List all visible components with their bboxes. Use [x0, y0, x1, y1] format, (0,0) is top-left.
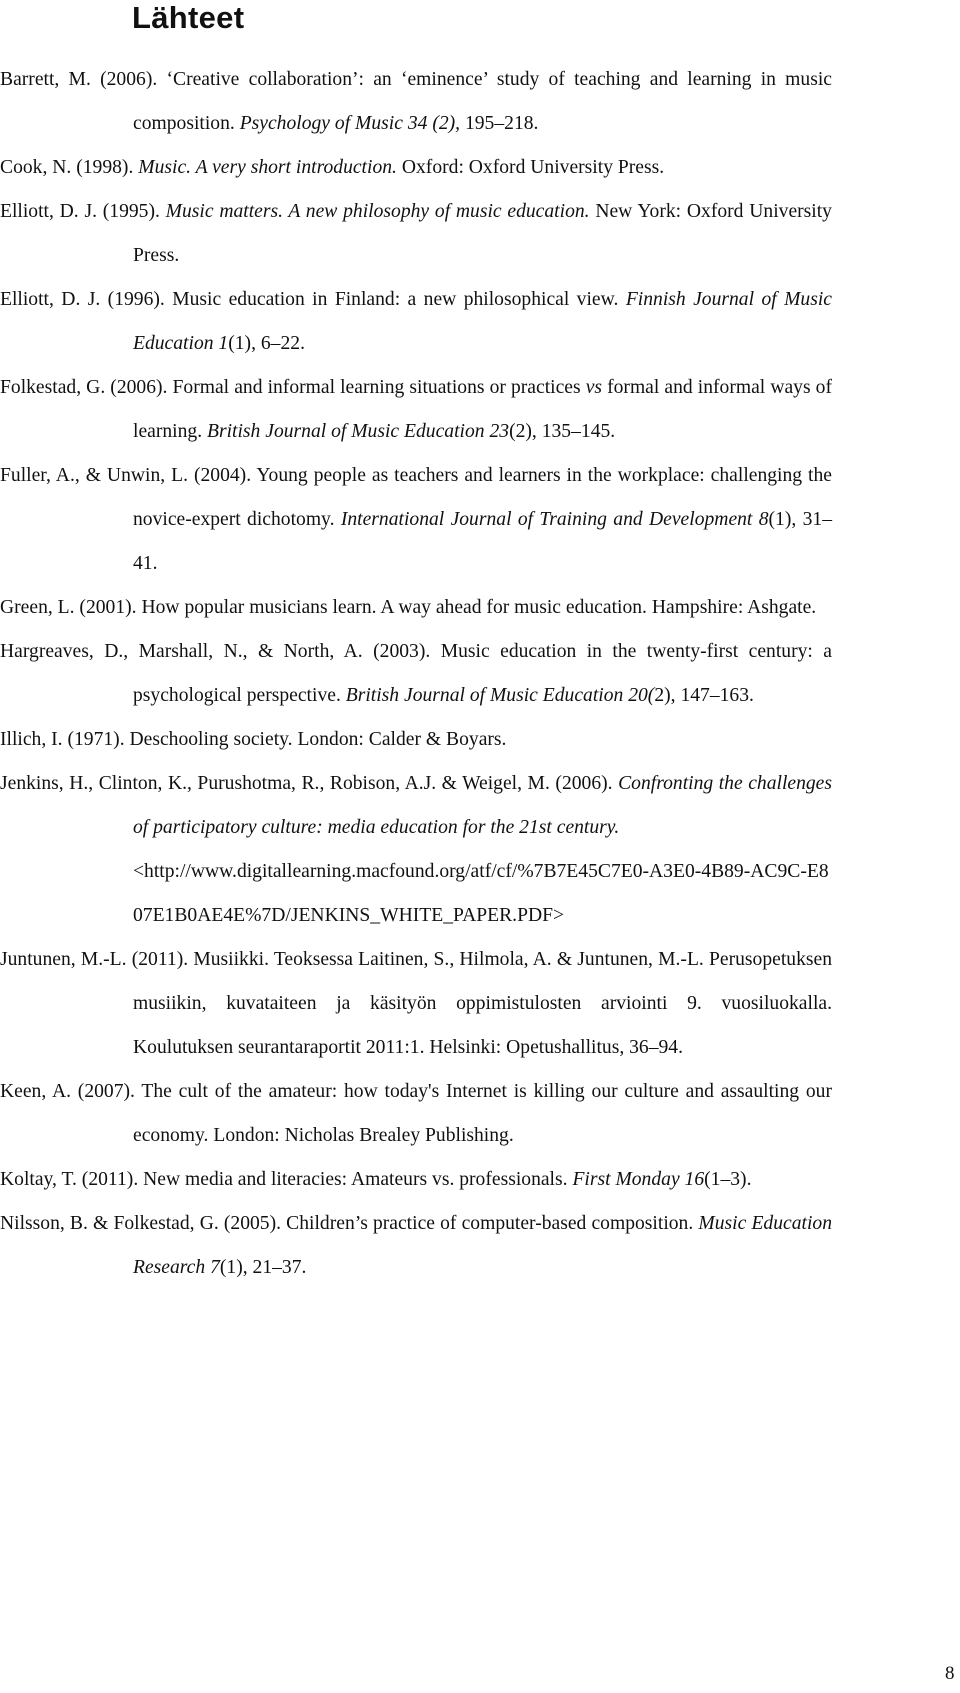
reference-item: Green, L. (2001). How popular musicians learn. A way ahead for music education. Hampshire: Ashgate.: [0, 597, 817, 618]
reference-item: Cook, N. (1998). Music. A very short introduction. Oxford: Oxford University Press.: [0, 157, 665, 178]
reference-item: Keen, A. (2007). The cult of the amateur: how today's Internet is killing our culture and assaulting our economy. London: Nicholas Brealey Publishing.: [0, 1081, 832, 1146]
reference-url: <http://www.digitallearning.macfound.org/atf/cf/%7B7E45C7E0-A3E0-4B89-AC9C-E807E1B0AE4E%7D/JENKINS_WHITE_PAPER.PDF>: [133, 861, 829, 926]
reference-item: Nilsson, B. & Folkestad, G. (2005). Children’s practice of computer-based composition. Music Education Research 7(1), 21–37.: [0, 1213, 832, 1278]
reference-item: Jenkins, H., Clinton, K., Purushotma, R., Robison, A.J. & Weigel, M. (2006). Confronting the challenges of participatory culture: media education for the 21st century. <http://www.digitallearning.macfound.org/atf/cf/%7B7E45C7E0-A3E0-4B89-AC9C-E807E1B0AE4E%7D/JENKINS_WHITE_PAPER.PDF>: [0, 762, 832, 938]
reference-item: Fuller, A., & Unwin, L. (2004). Young people as teachers and learners in the workplace: challenging the novice-expert dichotomy. International Journal of Training and Development 8(1), 31–41.: [0, 465, 832, 574]
reference-item: Koltay, T. (2011). New media and literacies: Amateurs vs. professionals. First Monday 16(1–3).: [0, 1169, 752, 1190]
reference-item: Hargreaves, D., Marshall, N., & North, A. (2003). Music education in the twenty-first century: a psychological perspective. British Journal of Music Education 20(2), 147–163.: [0, 641, 832, 706]
reference-item: Illich, I. (1971). Deschooling society. London: Calder & Boyars.: [0, 729, 507, 750]
reference-item: Elliott, D. J. (1995). Music matters. A new philosophy of music education. New York: Oxford University Press.: [0, 201, 832, 266]
page-number: 8: [945, 1663, 955, 1684]
reference-list: [0, 58, 832, 1290]
page-title: Lähteet: [132, 0, 245, 35]
reference-item: Folkestad, G. (2006). Formal and informal learning situations or practices vs formal and informal ways of learning. British Journal of Music Education 23(2), 135–145.: [0, 377, 832, 442]
reference-item: Elliott, D. J. (1996). Music education in Finland: a new philosophical view. Finnish Journal of Music Education 1(1), 6–22.: [0, 289, 832, 354]
reference-item: Juntunen, M.-L. (2011). Musiikki. Teoksessa Laitinen, S., Hilmola, A. & Juntunen, M.-L. Perusopetuksen musiikin, kuvataiteen ja käsityön oppimistulosten arviointi 9. vuosiluokalla. Koulutuksen seurantaraportit 2011:1. Helsinki: Opetushallitus, 36–94.: [0, 949, 832, 1058]
reference-item: Barrett, M. (2006). ‘Creative collaboration’: an ‘eminence’ study of teaching and learning in music composition. Psychology of Music 34 (2), 195–218.: [0, 69, 832, 134]
